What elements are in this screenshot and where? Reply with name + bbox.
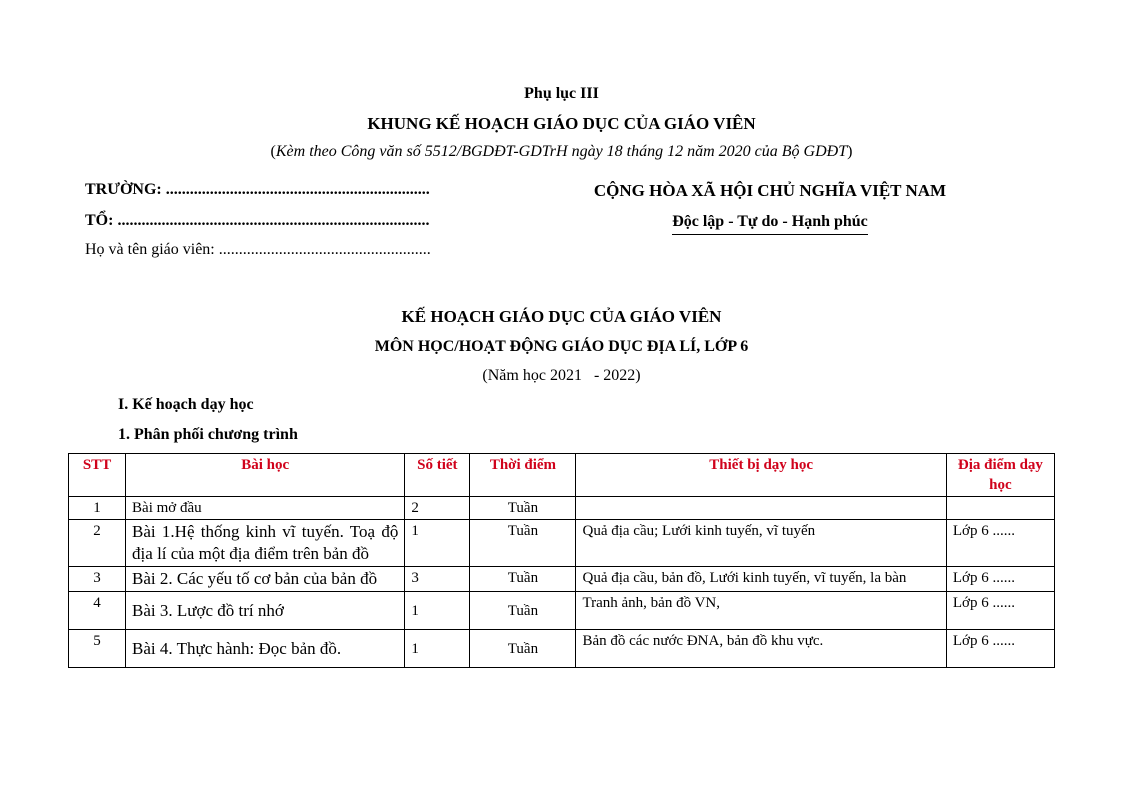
group-line: TỔ: .............................................................................. — [85, 212, 430, 229]
school-line: TRƯỜNG: .................................................................. — [85, 181, 430, 198]
reference-open: ( — [270, 143, 276, 160]
cell-lesson: Bài 1.Hệ thống kinh vĩ tuyến. Toạ độ địa lí của một địa điểm trên bản đồ — [126, 520, 405, 567]
cell-lesson: Bài 4. Thực hành: Đọc bản đồ. — [126, 630, 405, 668]
teacher-line: Họ và tên giáo viên: ..................................................... — [85, 241, 431, 258]
cell-periods: 1 — [405, 592, 470, 630]
school-year: (Năm học 2021 - 2022) — [482, 367, 641, 384]
reference-text: Kèm theo Công văn số 5512/BGDĐT-GDTrH ngày 18 tháng 12 năm 2020 của Bộ GDĐT — [275, 143, 848, 160]
reference-close: ) — [847, 143, 853, 160]
cell-location: Lớp 6 ...... — [946, 592, 1054, 630]
plan-subject: MÔN HỌC/HOẠT ĐỘNG GIÁO DỤC ĐỊA LÍ, LỚP 6 — [374, 338, 749, 355]
cell-equipment: Tranh ảnh, bản đồ VN, — [576, 592, 946, 630]
cell-lesson: Bài mở đầu — [126, 497, 405, 520]
table-row — [69, 567, 1055, 592]
cell-periods: 2 — [405, 497, 470, 520]
cell-time: Tuần — [470, 630, 576, 668]
cell-stt: 5 — [69, 630, 126, 668]
cell-time: Tuần — [470, 520, 576, 567]
cell-lesson: Bài 3. Lược đồ trí nhớ — [126, 592, 405, 630]
header-location: Địa điểm dạy học — [946, 454, 1054, 497]
cell-location — [946, 497, 1054, 520]
cell-time: Tuần — [470, 497, 576, 520]
cell-periods: 1 — [405, 520, 470, 567]
country-name: CỘNG HÒA XÃ HỘI CHỦ NGHĨA VIỆT NAM — [593, 181, 947, 200]
header-time: Thời điểm — [470, 454, 576, 497]
cell-stt: 1 — [69, 497, 126, 520]
header-lesson: Bài học — [126, 454, 405, 497]
header-stt: STT — [69, 454, 126, 497]
cell-stt: 2 — [69, 520, 126, 567]
cell-time: Tuần — [470, 567, 576, 592]
header-equipment: Thiết bị dạy học — [576, 454, 946, 497]
cell-lesson: Bài 2. Các yếu tố cơ bản của bản đồ — [126, 567, 405, 592]
motto-wrapper — [560, 211, 980, 235]
cell-periods: 1 — [405, 630, 470, 668]
table-row — [69, 520, 1055, 567]
cell-location: Lớp 6 ...... — [946, 630, 1054, 668]
cell-stt: 3 — [69, 567, 126, 592]
section-heading: I. Kế hoạch dạy học — [118, 396, 254, 413]
table-row — [69, 497, 1055, 520]
cell-time: Tuần — [470, 592, 576, 630]
subsection-heading: 1. Phân phối chương trình — [118, 426, 298, 443]
cell-location: Lớp 6 ...... — [946, 567, 1054, 592]
cell-equipment: Quả địa cầu; Lưới kinh tuyến, vĩ tuyến — [576, 520, 946, 567]
cell-periods: 3 — [405, 567, 470, 592]
plan-title: KẾ HOẠCH GIÁO DỤC CỦA GIÁO VIÊN — [401, 307, 722, 326]
cell-equipment: Bản đồ các nước ĐNA, bản đồ khu vực. — [576, 630, 946, 668]
table-row — [69, 630, 1055, 668]
table-header-row — [69, 454, 1055, 497]
reference-note — [0, 143, 1123, 161]
framework-title: KHUNG KẾ HOẠCH GIÁO DỤC CỦA GIÁO VIÊN — [367, 114, 756, 133]
cell-location: Lớp 6 ...... — [946, 520, 1054, 567]
header-periods: Số tiết — [405, 454, 470, 497]
table-row — [69, 592, 1055, 630]
cell-equipment — [576, 497, 946, 520]
national-motto: Độc lập - Tự do - Hạnh phúc — [672, 213, 868, 235]
program-table — [68, 453, 1055, 668]
cell-stt: 4 — [69, 592, 126, 630]
cell-equipment: Quả địa cầu, bản đồ, Lưới kinh tuyến, vĩ tuyến, la bàn — [576, 567, 946, 592]
appendix-label: Phụ lục III — [524, 85, 599, 102]
